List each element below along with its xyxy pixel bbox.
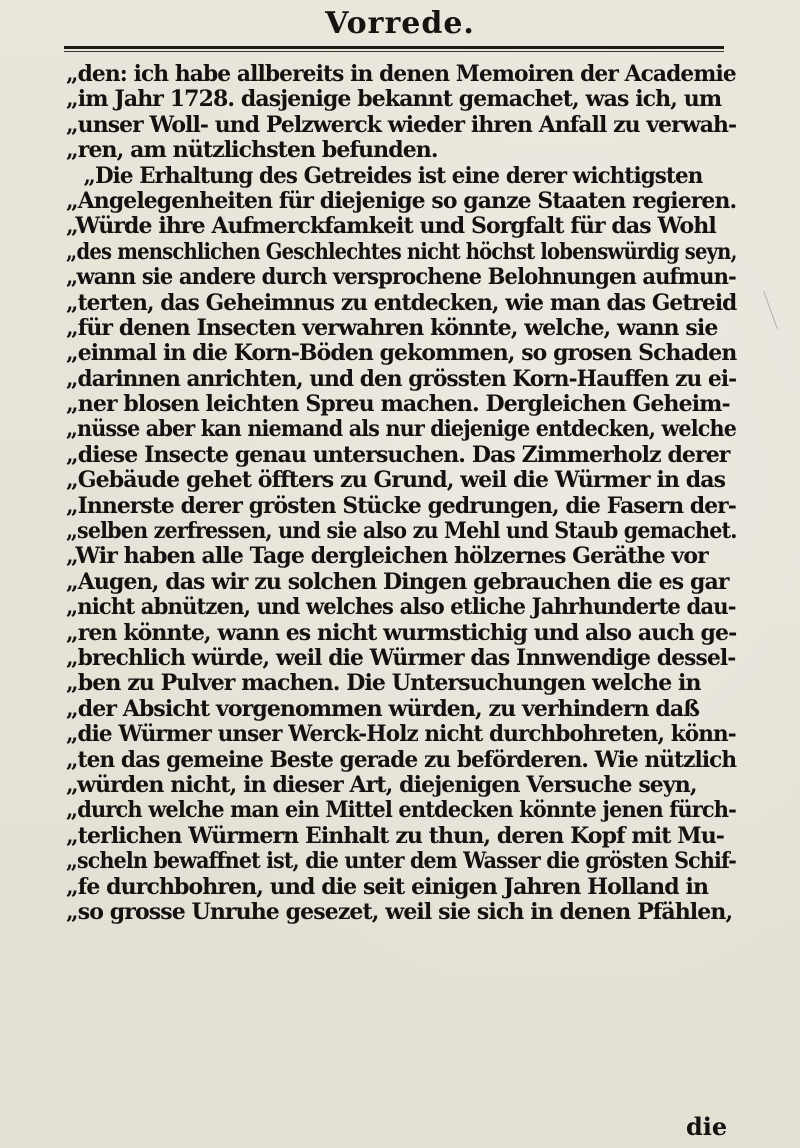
text-line: „des menschlichen Geschlechtes nicht höchst lobenswürdig seyn, (66, 238, 737, 265)
text-line: „die Würmer unser Werck-Holz nicht durchbohreten, könn- (66, 721, 736, 748)
text-line: „Augen, das wir zu solchen Dingen gebrauchen die es gar (66, 568, 729, 595)
text-line: „selben zerfressen, und sie also zu Mehl und Staub gemachet. (66, 518, 737, 545)
text-line: „durch welche man ein Mittel entdecken könnte jenen fürch- (66, 797, 737, 824)
body-text (66, 62, 736, 925)
header-rule-thin (64, 51, 724, 52)
text-line: „Die Erhaltung des Getreides ist eine derer wichtigsten (83, 162, 703, 189)
text-line: „ren könnte, wann es nicht wurmstichig und also auch ge- (66, 619, 737, 646)
text-line: „würden nicht, in dieser Art, diejenigen Versuche seyn, (66, 771, 697, 798)
text-line: „Angelegenheiten für diejenige so ganze Staaten regieren. (66, 187, 737, 214)
text-line: „unser Woll- und Pelzwerck wieder ihren Anfall zu verwah- (66, 111, 737, 138)
text-line: „ner blosen leichten Spreu machen. Dergleichen Geheim- (66, 391, 730, 418)
paper-crease (763, 291, 778, 329)
text-line: „im Jahr 1728. dasjenige bekannt gemachet, was ich, um (66, 86, 722, 113)
text-line: „so grosse Unruhe gesezet, weil sie sich in denen Pfählen, (66, 898, 733, 925)
text-line: „terlichen Würmern Einhalt zu thun, deren Kopf mit Mu- (66, 822, 725, 849)
text-line: „fe durchbohren, und die seit einigen Jahren Holland in (66, 873, 709, 900)
running-head: Vorrede. (325, 6, 475, 41)
text-line: „einmal in die Korn-Böden gekommen, so grosen Schaden (66, 340, 737, 367)
text-line: „ben zu Pulver machen. Die Untersuchungen welche in (66, 670, 701, 697)
catchword: die (686, 1112, 728, 1141)
text-line: „ren, am nützlichsten befunden. (66, 137, 438, 164)
text-line: „ten das gemeine Beste gerade zu beförderen. Wie nützlich (66, 746, 737, 773)
text-line: „wann sie andere durch versprochene Belohnungen aufmun- (66, 264, 736, 291)
text-line: „terten, das Geheimnus zu entdecken, wie man das Getreid (66, 289, 737, 316)
text-line: „nicht abnützen, und welches also etliche Jahrhunderte dau- (66, 594, 736, 621)
header-rule (64, 46, 724, 49)
text-line: „diese Insecte genau untersuchen. Das Zimmerholz derer (66, 441, 730, 468)
text-line: „für denen Insecten verwahren könnte, welche, wann sie (66, 314, 718, 341)
text-line: „den: ich habe allbereits in denen Memoiren der Academie (66, 61, 736, 87)
text-line: „der Absicht vorgenommen würden, zu verhindern daß (66, 695, 700, 722)
text-line: „Gebäude gehet öffters zu Grund, weil die Würmer in das (66, 467, 726, 494)
text-line: „scheln bewaffnet ist, die unter dem Wasser die grösten Schif- (66, 848, 737, 875)
text-line: „Innerste derer grösten Stücke gedrungen, die Fasern der- (66, 492, 736, 519)
text-line: „darinnen anrichten, und den grössten Korn-Hauffen zu ei- (66, 365, 737, 392)
text-line: „brechlich würde, weil die Würmer das Innwendige dessel- (66, 644, 736, 671)
text-line: „Würde ihre Aufmerckfamkeit und Sorgfalt für das Wohl (66, 213, 716, 240)
text-line: „Wir haben alle Tage dergleichen hölzernes Geräthe vor (66, 543, 708, 570)
text-line: „nüsse aber kan niemand als nur diejenige entdecken, welche (66, 416, 737, 443)
